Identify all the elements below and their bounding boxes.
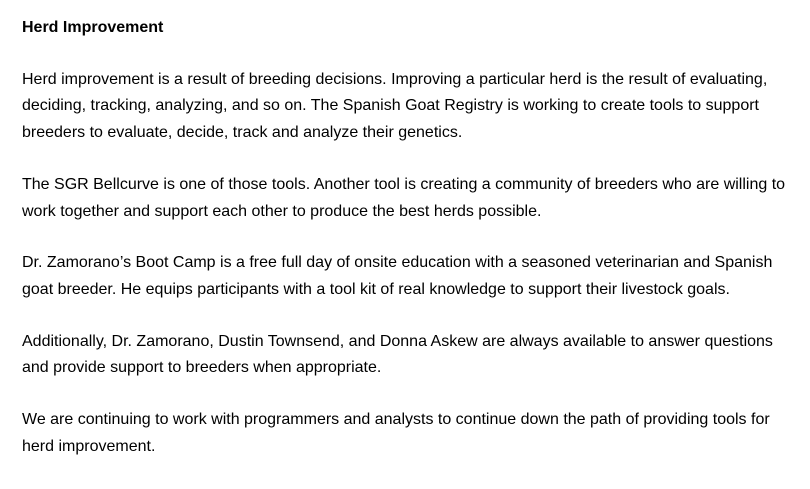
paragraph-boot-camp: Dr. Zamorano’s Boot Camp is a free full day of onsite education with a seasoned veterinarian and Spanish goat breeder. He equips participants with a tool kit of real knowledge to support their livestock goals. <box>22 254 773 298</box>
paragraph-programmers-analysts: We are continuing to work with programmers and analysts to continue down the path of providing tools for herd improvement. <box>22 411 770 455</box>
paragraph-herd-improvement-intro: Herd improvement is a result of breeding decisions. Improving a particular herd is the result of evaluating, deciding, tracking, analyzing, and so on. The Spanish Goat Registry is working to create tools to support breeders to evaluate, decide, track and analyze their genetics. <box>22 70 768 142</box>
page-title: Herd Improvement <box>22 19 164 36</box>
paragraph-support-team: Additionally, Dr. Zamorano, Dustin Townsend, and Donna Askew are always available to answer questions and provide support to breeders when appropriate. <box>22 332 773 377</box>
paragraph-sgr-bellcurve: The SGR Bellcurve is one of those tools. Another tool is creating a community of breeders who are willing to work together and support each other to produce the best herds possible. <box>22 175 786 220</box>
